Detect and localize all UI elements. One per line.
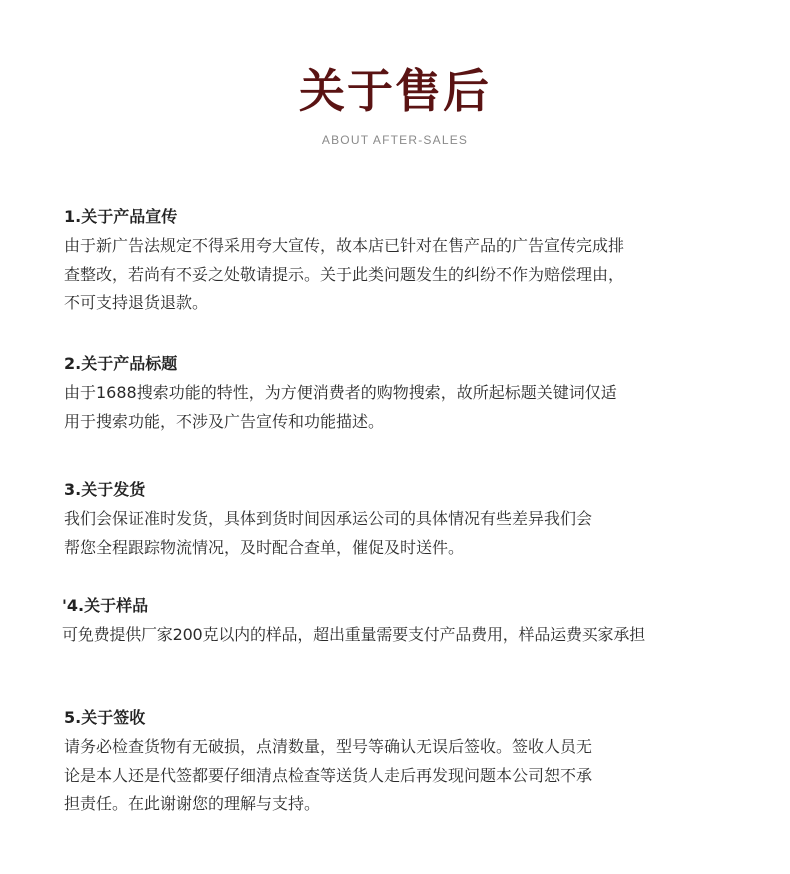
section-body: 由于新广告法规定不得采用夸大宣传，故本店已针对在售产品的广告宣传完成排 查整改，若尚有不妥之处敬请提示。关于此类问题发生的纠纷不作为赔偿理由， 不可支持退货退款。 bbox=[64, 236, 625, 312]
section-shipping bbox=[64, 477, 764, 562]
section-heading: 5.关于签收 bbox=[64, 708, 146, 727]
section-body: 可免费提供厂家200克以内的样品，超出重量需要支付产品费用，样品运费买家承担 bbox=[62, 625, 645, 644]
section-signing bbox=[64, 705, 764, 819]
section-samples bbox=[62, 593, 774, 650]
section-body: 请务必检查货物有无破损，点清数量，型号等确认无误后签收。签收人员无 论是本人还是代签都要仔细清点检查等送货人走后再发现问题本公司恕不承 担责任。在此谢谢您的理解与支持。 bbox=[64, 737, 593, 813]
section-heading: 1.关于产品宣传 bbox=[64, 207, 178, 226]
page-title: 关于售后 bbox=[299, 64, 491, 118]
section-product-promotion bbox=[64, 204, 764, 318]
section-heading: 3.关于发货 bbox=[64, 480, 146, 499]
page-subtitle: ABOUT AFTER-SALES bbox=[321, 133, 469, 147]
section-heading: '4.关于样品 bbox=[62, 596, 149, 615]
section-product-title bbox=[64, 351, 764, 436]
section-body: 由于1688搜索功能的特性，为方便消费者的购物搜索，故所起标题关键词仅适 用于搜索功能，不涉及广告宣传和功能描述。 bbox=[64, 383, 617, 431]
section-heading: 2.关于产品标题 bbox=[64, 354, 178, 373]
section-body: 我们会保证准时发货，具体到货时间因承运公司的具体情况有些差异我们会 帮您全程跟踪物流情况，及时配合查单，催促及时送件。 bbox=[64, 509, 593, 557]
